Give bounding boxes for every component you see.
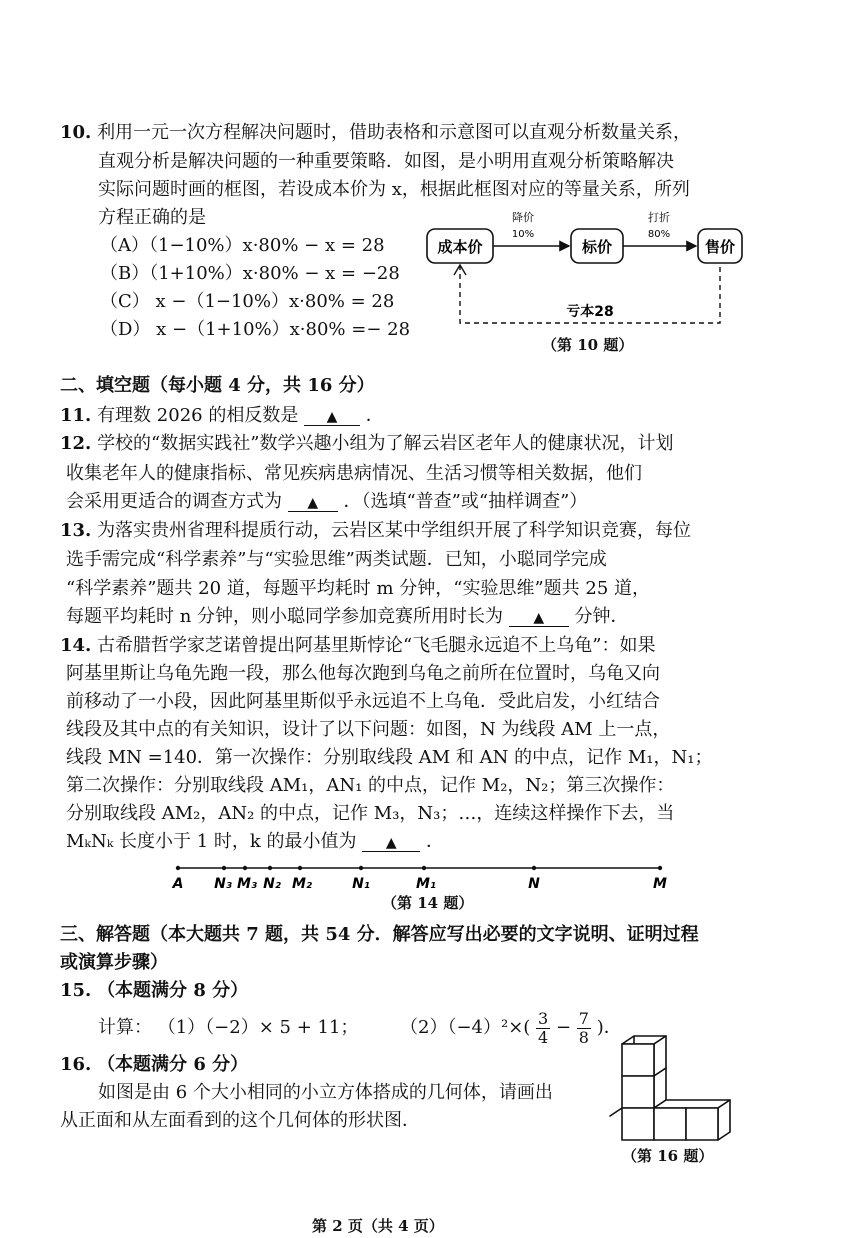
cube-bottom-b bbox=[654, 1108, 686, 1140]
q13-text-1: 为落实贵州省理科提质行动，云岩区某中学组织开展了科学知识竞赛，每位 bbox=[97, 520, 692, 541]
q13-line-3: “科学素养”题共 20 道，每题平均耗时 m 分钟，“实验思维”题共 25 道， bbox=[66, 578, 651, 599]
q10-number: 10. bbox=[60, 122, 92, 143]
q13-line-2: 选手需完成“科学素养”与“实验思维”两类试题．已知，小聪同学完成 bbox=[66, 549, 607, 570]
q14-text-8a: MₖNₖ 长度小于 1 时，k 的最小值为 bbox=[66, 831, 357, 852]
q10-line-1 bbox=[60, 121, 691, 145]
label-n3: N₃ bbox=[214, 876, 232, 892]
q10-text-1: 利用一元一次方程解决问题时，借助表格和示意图可以直观分析数量关系， bbox=[97, 122, 692, 143]
q14-line-1 bbox=[60, 634, 655, 658]
label-a: A bbox=[172, 876, 184, 892]
fraction-7-8-denominator: 8 bbox=[578, 1027, 589, 1047]
label-m2: M₂ bbox=[291, 876, 313, 892]
q15-minus: − bbox=[555, 1017, 572, 1038]
q16-caption: （第 16 题） bbox=[622, 1147, 714, 1165]
cube-front-2 bbox=[622, 1076, 654, 1108]
point-n bbox=[532, 866, 536, 870]
q10-option-a: （A）（1−10%）x·80% − x = 28 bbox=[100, 235, 385, 256]
q13-line-4 bbox=[66, 605, 629, 629]
q13-answer-blank: ▲ bbox=[509, 610, 569, 627]
q12-line-3 bbox=[66, 490, 587, 514]
sale-price-label: 售价 bbox=[704, 238, 736, 256]
q12-text-3a: 会采用更适合的调查方式为 bbox=[66, 491, 282, 512]
discount-rate: 80% bbox=[647, 229, 671, 240]
fraction-7-8 bbox=[577, 1010, 591, 1047]
q14-line-4: 线段及其中点的有关知识，设计了以下问题：如图，N 为线段 AM 上一点， bbox=[66, 719, 671, 740]
point-m1 bbox=[422, 866, 426, 870]
q14-line-5: 线段 MN =140．第一次操作：分别取线段 AM 和 AN 的中点，记作 M₁，N₁； bbox=[66, 747, 713, 768]
discount-label: 打折 bbox=[648, 211, 670, 224]
q14-line-6: 第二次操作：分别取线段 AM₁，AN₁ 的中点，记作 M₂，N₂；第三次操作： bbox=[66, 775, 675, 796]
q11-number: 11. bbox=[60, 405, 92, 426]
q14-number: 14. bbox=[60, 635, 92, 656]
q15-heading bbox=[60, 979, 248, 1003]
q12-text-1: 学校的“数据实践社”数学兴趣小组为了解云岩区老年人的健康状况，计划 bbox=[97, 433, 674, 454]
q12-line-2: 收集老年人的健康指标、常见疾病患病情况、生活习惯等相关数据，他们 bbox=[66, 463, 642, 484]
point-n2 bbox=[268, 866, 272, 870]
q15-score: （本题满分 8 分） bbox=[97, 980, 249, 1001]
q16-score: （本题满分 6 分） bbox=[97, 1054, 249, 1075]
q10-option-d: （D） x −（1+10%）x·80% =− 28 bbox=[100, 319, 411, 340]
q12-answer-blank: ▲ bbox=[288, 495, 338, 512]
point-n1 bbox=[359, 866, 363, 870]
q15-part-1: （1）（−2）× 5 + 11； bbox=[157, 1017, 359, 1038]
q13-number: 13. bbox=[60, 520, 92, 541]
q15-calc bbox=[98, 1016, 358, 1040]
fraction-7-8-numerator: 7 bbox=[578, 1008, 589, 1028]
point-m3 bbox=[243, 866, 247, 870]
markdown-rate: 10% bbox=[511, 229, 535, 240]
label-n2: N₂ bbox=[263, 876, 281, 892]
q10-line-3: 实际问题时画的框图，若设成本价为 x，根据此框图对应的等量关系，所列 bbox=[98, 179, 690, 200]
markdown-label: 降价 bbox=[512, 211, 534, 224]
section-3-heading-2: 或演算步骤） bbox=[60, 952, 168, 973]
q14-line-8 bbox=[66, 830, 444, 854]
section-2-heading: 二、填空题（每小题 4 分，共 16 分） bbox=[60, 375, 375, 396]
q12-line-1 bbox=[60, 432, 673, 456]
q14-caption: （第 14 题） bbox=[382, 894, 474, 912]
section-3-heading-1: 三、解答题（本大题共 7 题，共 54 分．解答应写出必要的文字说明、证明过程 bbox=[60, 924, 699, 945]
q11-text: 有理数 2026 的相反数是 bbox=[97, 405, 299, 426]
cube-bottom-c bbox=[686, 1108, 718, 1140]
q16-line-2: 从正面和从左面看到的这个几何体的形状图． bbox=[60, 1110, 420, 1131]
q10-caption: （第 10 题） bbox=[542, 336, 634, 354]
q14-text-1: 古希腊哲学家芝诺曾提出阿基里斯悖论“飞毛腿永远追不上乌龟”：如果 bbox=[97, 635, 656, 656]
q11-end: ． bbox=[365, 405, 384, 426]
cube-bottom-a bbox=[622, 1108, 654, 1140]
fraction-3-4-numerator: 3 bbox=[538, 1008, 549, 1028]
list-price-label: 标价 bbox=[581, 238, 613, 256]
point-a bbox=[176, 866, 180, 870]
q16-cube-figure bbox=[608, 1030, 740, 1142]
q15-calc-label: 计算： bbox=[98, 1017, 152, 1038]
q12-text-3b: ．（选填“普查”或“抽样调查”） bbox=[343, 491, 588, 512]
fraction-3-4 bbox=[536, 1010, 550, 1047]
q13-line-1 bbox=[60, 519, 691, 543]
q13-text-4b: 分钟． bbox=[574, 606, 629, 627]
label-n1: N₁ bbox=[352, 876, 370, 892]
q14-segment-diagram bbox=[160, 858, 680, 894]
cube-left-top bbox=[610, 1108, 622, 1116]
q14-answer-blank: ▲ bbox=[362, 835, 420, 852]
cube-front-3 bbox=[622, 1044, 654, 1076]
label-n: N bbox=[528, 876, 540, 892]
point-n3 bbox=[222, 866, 226, 870]
point-m bbox=[658, 866, 662, 870]
q13-text-4a: 每题平均耗时 n 分钟，则小聪同学参加竞赛所用时长为 bbox=[66, 606, 504, 627]
label-m: M bbox=[653, 876, 667, 892]
page-footer: 第 2 页（共 4 页） bbox=[312, 1217, 444, 1235]
q14-line-3: 前移动了一小段，因此阿基里斯似乎永远追不上乌龟．受此启发，小红结合 bbox=[66, 691, 660, 712]
q15-part-2 bbox=[400, 1008, 622, 1048]
q14-line-2: 阿基里斯让乌龟先跑一段，那么他每次跑到乌龟之前所在位置时，乌龟又向 bbox=[66, 663, 660, 684]
point-m2 bbox=[298, 866, 302, 870]
q11-answer-blank: ▲ bbox=[304, 409, 360, 426]
loss-label: 亏本28 bbox=[566, 304, 614, 320]
q10-option-b: （B）（1+10%）x·80% − x = −28 bbox=[100, 263, 400, 284]
q10-option-c: （C） x −（1−10%）x·80% = 28 bbox=[100, 291, 395, 312]
cost-price-label: 成本价 bbox=[437, 238, 483, 256]
q16-line-1: 如图是由 6 个大小相同的小立方体搭成的几何体，请画出 bbox=[98, 1082, 553, 1103]
q14-line-7: 分别取线段 AM₂，AN₂ 的中点，记作 M₃，N₃；…，连续这样操作下去，当 bbox=[66, 803, 675, 824]
q12-number: 12. bbox=[60, 433, 92, 454]
fraction-3-4-denominator: 4 bbox=[538, 1027, 549, 1047]
q11 bbox=[60, 404, 384, 428]
q15-number: 15. bbox=[60, 980, 92, 1001]
q15-part-2a: （2）（−4）²×( bbox=[400, 1017, 531, 1038]
q15-part-2b: )． bbox=[596, 1017, 622, 1038]
label-m3: M₃ bbox=[236, 876, 258, 892]
q10-line-2: 直观分析是解决问题的一种重要策略．如图，是小明用直观分析策略解决 bbox=[98, 151, 674, 172]
label-m1: M₁ bbox=[415, 876, 437, 892]
q10-flow-diagram bbox=[415, 205, 755, 335]
q16-number: 16. bbox=[60, 1054, 92, 1075]
q10-line-4: 方程正确的是 bbox=[98, 207, 206, 228]
q14-text-8b: ． bbox=[426, 831, 445, 852]
q16-heading bbox=[60, 1053, 248, 1077]
cube-row-side bbox=[718, 1100, 730, 1140]
